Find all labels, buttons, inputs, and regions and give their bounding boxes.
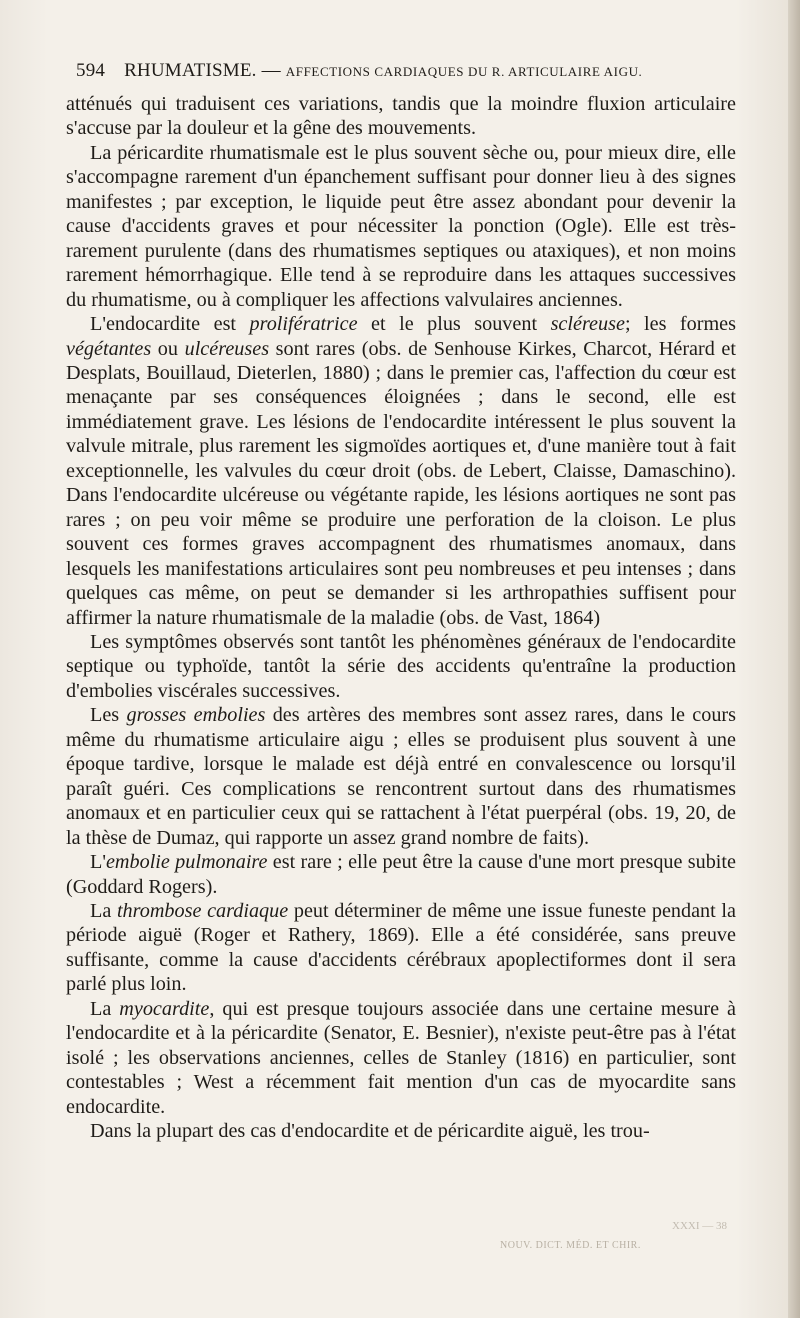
running-header [76, 60, 716, 82]
italic-term: prolifératrice [249, 313, 358, 336]
italic-term: végétantes [66, 337, 152, 360]
paragraph: L'endocardite est prolifératrice et le plus souvent scléreuse; les formes végétantes ou ulcéreuses sont rares (obs. de Senhouse Kirkes, Charcot, Hérard et Desplats, Bouillaud, Dieterlen, 1880) ; dans le premier cas, l'affection du cœur est menaçante par ses conséquences éloignées ; dans le second, elle est immédiatement grave. Les lésions de l'endocardite intéressent le plus souvent la valvule mitrale, plus rarement les sigmoïdes aortiques et, d'une manière tout à fait exceptionnelle, les valvules du cœur droit (obs. de Lebert, Claisse, Damaschino). Dans l'endocardite ulcéreuse ou végétante rapide, les lésions aortiques ne sont pas rares ; on peu voir même se produire une perforation de la cloison. Le plus souvent ces formes graves accompagnent des rhumatismes anomaux, dans lesquels les manifestations articulaires sont peu nombreuses et peu intenses ; dans quelques cas même, on peut se demander si les arthropathies suffisent pour affirmer la nature rhumatismale de la maladie (obs. de Vast, 1864) [66, 313, 737, 629]
paragraph: La myocardite, qui est presque toujours associée dans une certaine mesure à l'endocardite et à la péricardite (Senator, E. Besnier), n'existe peut-être pas à l'état isolé ; les observations anciennes, celles de Stanley (1816) en particulier, sont contestables ; West a récemment fait mention d'un cas de myocardite sans endocardite. [66, 997, 736, 1118]
page-number: 594 [76, 60, 106, 81]
body-text [66, 92, 736, 1143]
italic-term: grosses embolies [126, 704, 266, 727]
page-gutter-shadow [788, 0, 800, 1318]
italic-term: embolie pulmonaire [105, 851, 268, 874]
paragraph: atténués qui traduisent ces variations, tandis que la moindre fluxion articulaire s'accuse par la douleur et la gêne des mouvements. [66, 93, 736, 140]
paragraph: Les grosses embolies des artères des membres sont assez rares, dans le cours même du rhumatisme articulaire aigu ; elles se produisent plus souvent à une époque tardive, lorsque le malade est déjà entré en convalescence ou lorsqu'il paraît guéri. Ces complications se rencontrent surtout dans des rhumatismes anomaux et en particulier ceux qui se rattachent à l'état puerpéral (obs. 19, 20, de la thèse de Dumaz, qui rapporte un assez grand nombre de faits). [66, 704, 736, 849]
header-dash: — [261, 60, 281, 81]
italic-term: scléreuse [550, 313, 625, 336]
header-title: RHUMATISME. [124, 60, 257, 81]
sheet-number: XXXI — 38 [672, 1220, 727, 1232]
header-subtitle: AFFECTIONS CARDIAQUES DU R. ARTICULAIRE AIGU. [285, 64, 643, 79]
paragraph: L'embolie pulmonaire est rare ; elle peut être la cause d'une mort presque subite (Goddard Rogers). [66, 851, 736, 898]
italic-term: thrombose cardiaque [116, 899, 289, 922]
paragraph: Les symptômes observés sont tantôt les phénomènes généraux de l'endocardite septique ou typhoïde, tantôt la série des accidents qu'entraîne la production d'embolies viscérales successives. [66, 630, 736, 702]
paragraph: Dans la plupart des cas d'endocardite et de péricardite aiguë, les trou- [90, 1120, 650, 1143]
paragraph: La péricardite rhumatismale est le plus souvent sèche ou, pour mieux dire, elle s'accompagne rarement d'un épanchement suffisant pour donner lieu à des signes manifestes ; par exception, le liquide peut être assez abondant pour devenir la cause d'accidents graves et pour nécessiter la ponction (Ogle). Elle est très-rarement purulente (dans des rhumatismes septiques ou ataxiques), et non moins rarement hémorrhagique. Elle tend à se reproduire dans les attaques successives du rhumatisme, ou à compliquer les affections valvulaires anciennes. [66, 141, 736, 311]
italic-term: myocardite [119, 997, 210, 1020]
italic-term: ulcéreuses [184, 337, 270, 360]
signature-mark: NOUV. DICT. MÉD. ET CHIR. [500, 1240, 641, 1251]
paragraph: La thrombose cardiaque peut déterminer de même une issue funeste pendant la période aiguë (Roger et Rathery, 1869). Elle a été considérée, sans preuve suffisante, comme la cause d'accidents cérébraux apoplectiformes dont il sera parlé plus loin. [66, 899, 736, 996]
